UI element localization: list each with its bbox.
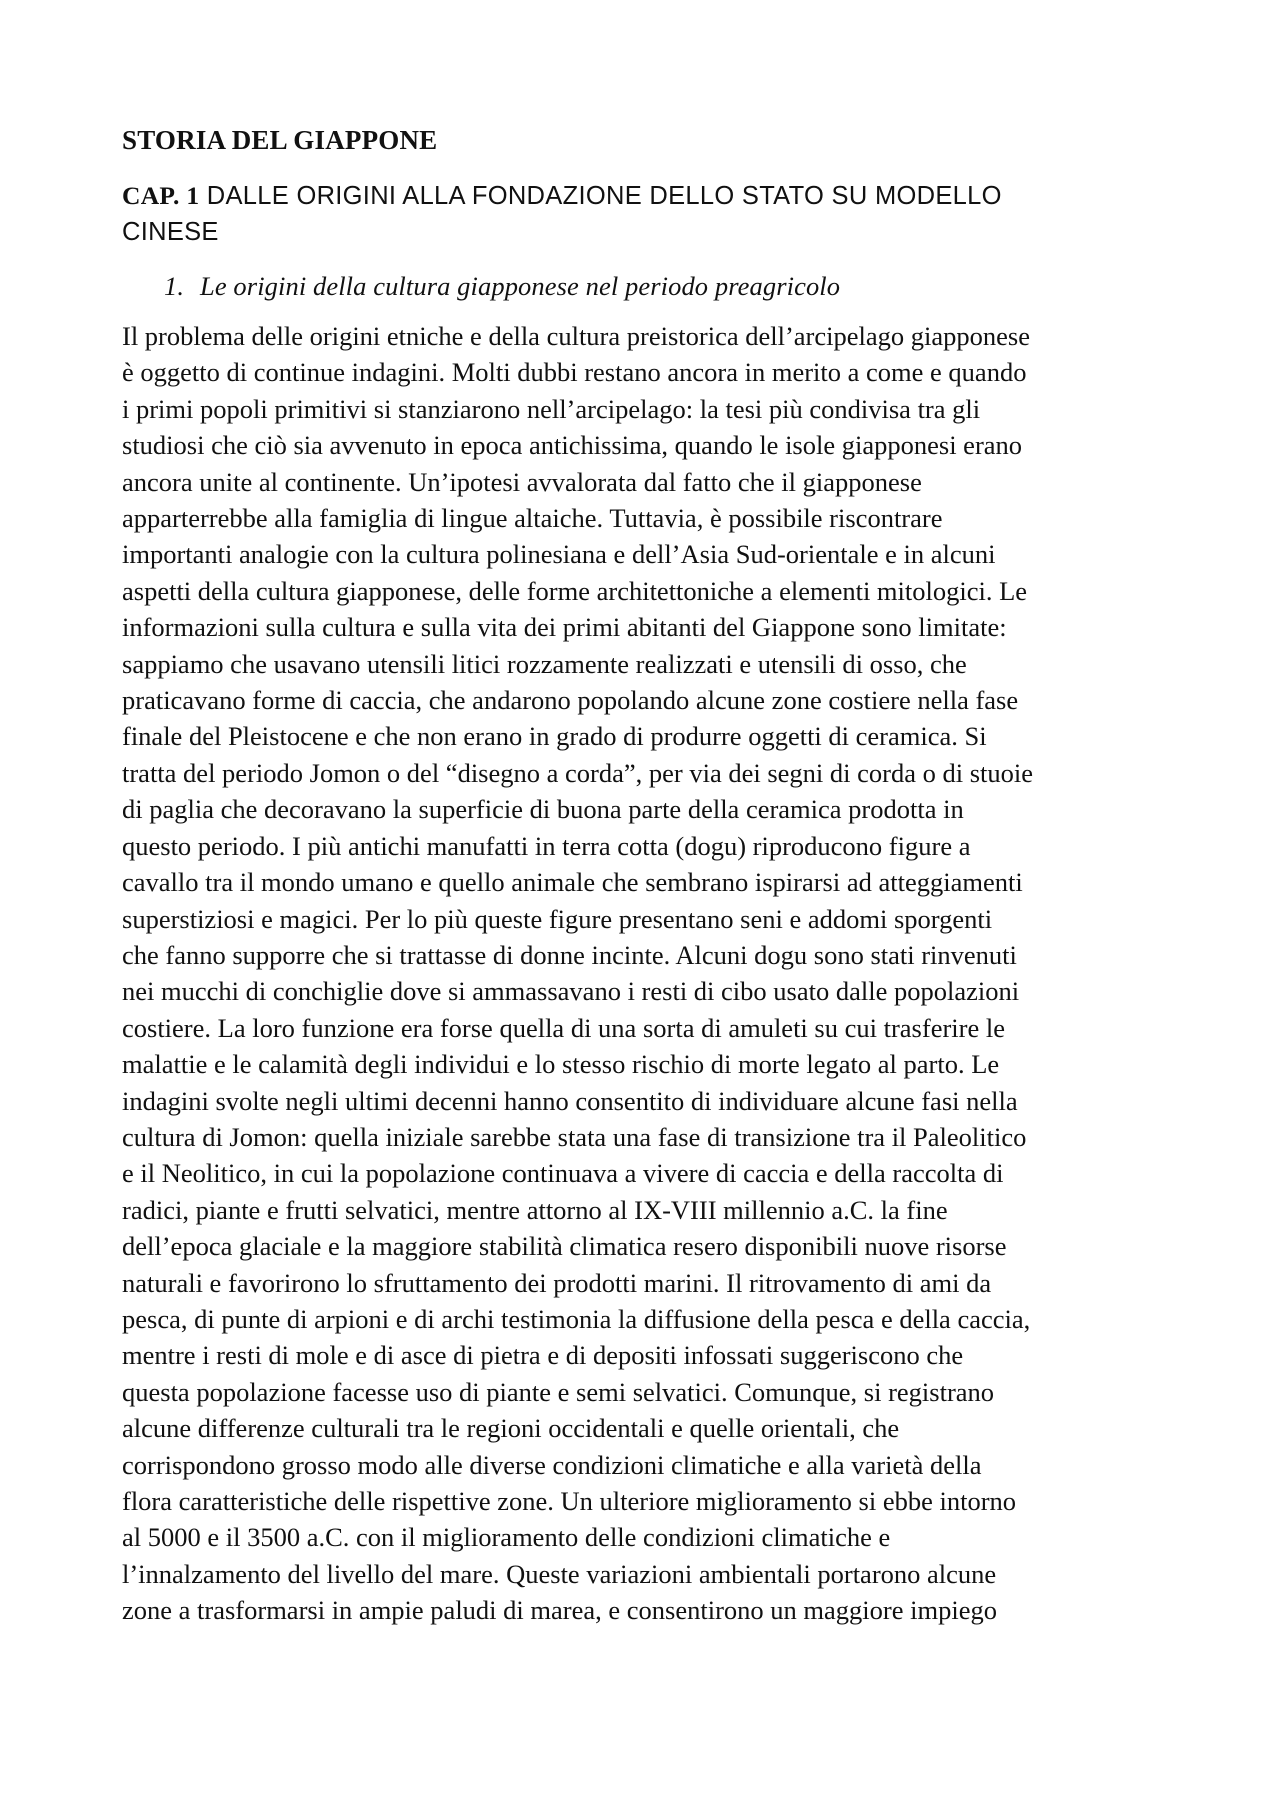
chapter-title-part-2: CINESE: [122, 218, 219, 246]
body-line: è oggetto di continue indagini. Molti dubbi restano ancora in merito a come e quando: [122, 357, 1027, 388]
body-line: superstiziosi e magici. Per lo più queste figure presentano seni e addomi sporgenti: [122, 903, 993, 934]
body-line: pesca, di punte di arpioni e di archi testimonia la diffusione della pesca e della caccia,: [122, 1303, 1031, 1334]
body-line: costiere. La loro funzione era forse quella di una sorta di amuleti su cui trasferire le: [122, 1012, 1005, 1043]
body-line: di paglia che decoravano la superficie di buona parte della ceramica prodotta in: [122, 794, 964, 825]
document-title: STORIA DEL GIAPPONE: [122, 125, 438, 155]
body-line: indagini svolte negli ultimi decenni hanno consentito di individuare alcune fasi nella: [122, 1085, 1018, 1116]
section-number: 1.: [164, 271, 185, 301]
section-title: Le origini della cultura giapponese nel periodo preagricolo: [200, 271, 841, 301]
body-line: al 5000 e il 3500 a.C. con il miglioramento delle condizioni climatiche e: [122, 1522, 891, 1553]
body-line: praticavano forme di caccia, che andarono popolando alcune zone costiere nella fase: [122, 685, 1019, 716]
body-line: malattie e le calamità degli individui e lo stesso rischio di morte legato al parto. Le: [122, 1049, 1000, 1080]
body-line: studiosi che ciò sia avvenuto in epoca antichissima, quando le isole giapponesi erano: [122, 430, 1023, 461]
body-line: questo periodo. I più antichi manufatti in terra cotta (dogu) riproducono figure a: [122, 830, 971, 861]
body-line: questa popolazione facesse uso di piante e semi selvatici. Comunque, si registrano: [122, 1376, 995, 1407]
body-line: alcune differenze culturali tra le regioni occidentali e quelle orientali, che: [122, 1413, 900, 1444]
body-line: l’innalzamento del livello del mare. Queste variazioni ambientali portarono alcune: [122, 1558, 997, 1589]
chapter-heading-line-1: [122, 178, 1172, 214]
body-line: finale del Pleistocene e che non erano in grado di produrre oggetti di ceramica. Si: [122, 721, 987, 752]
body-line: Il problema delle origini etniche e della cultura preistorica dell’arcipelago giapponese: [122, 321, 1030, 351]
body-line: sappiamo che usavano utensili litici rozzamente realizzati e utensili di osso, che: [122, 648, 967, 679]
body-line: dell’epoca glaciale e la maggiore stabilità climatica resero disponibili nuove risorse: [122, 1231, 1007, 1262]
body-line: apparterrebbe alla famiglia di lingue altaiche. Tuttavia, è possibile riscontrare: [122, 503, 943, 534]
section-heading: [164, 268, 1172, 304]
chapter-label: CAP. 1: [122, 181, 200, 210]
body-line: cultura di Jomon: quella iniziale sarebbe stata una fase di transizione tra il Paleolitico: [122, 1121, 1027, 1152]
body-line: importanti analogie con la cultura polinesiana e dell’Asia Sud-orientale e in alcuni: [122, 539, 996, 570]
body-line: zone a trasformarsi in ampie paludi di marea, e consentirono un maggiore impiego: [122, 1595, 997, 1626]
body-line: che fanno supporre che si trattasse di donne incinte. Alcuni dogu sono stati rinvenuti: [122, 939, 1017, 970]
body-line: tratta del periodo Jomon o del “disegno a corda”, per via dei segni di corda o di stuoie: [122, 757, 1034, 788]
body-line: mentre i resti di mole e di asce di pietra e di depositi infossati suggeriscono che: [122, 1340, 964, 1371]
body-line: ancora unite al continente. Un’ipotesi avvalorata dal fatto che il giapponese: [122, 466, 922, 497]
body-line: aspetti della cultura giapponese, delle forme architettoniche a elementi mitologici. Le: [122, 575, 1028, 606]
chapter-title-part-1: DALLE ORIGINI ALLA FONDAZIONE DELLO STATO SU MODELLO: [199, 182, 1002, 210]
body-line: nei mucchi di conchiglie dove si ammassavano i resti di cibo usato dalle popolazioni: [122, 976, 1020, 1007]
body-line: flora caratteristiche delle rispettive zone. Un ulteriore miglioramento si ebbe intorno: [122, 1486, 1017, 1516]
body-line: e il Neolitico, in cui la popolazione continuava a vivere di caccia e della raccolta di: [122, 1158, 1004, 1189]
body-paragraph: [122, 318, 1172, 1629]
chapter-heading: [122, 178, 1172, 250]
body-line: radici, piante e frutti selvatici, mentre attorno al IX-VIII millennio a.C. la fine: [122, 1194, 948, 1225]
body-line: cavallo tra il mondo umano e quello animale che sembrano ispirarsi ad atteggiamenti: [122, 867, 1023, 898]
body-line: corrispondono grosso modo alle diverse condizioni climatiche e alla varietà della: [122, 1449, 982, 1480]
body-line: informazioni sulla cultura e sulla vita dei primi abitanti del Giappone sono limitate:: [122, 612, 1007, 643]
body-line: naturali e favorirono lo sfruttamento dei prodotti marini. Il ritrovamento di ami da: [122, 1267, 992, 1298]
document-page: [122, 122, 1172, 1629]
body-line: i primi popoli primitivi si stanziarono nell’arcipelago: la tesi più condivisa tra gli: [122, 393, 981, 424]
